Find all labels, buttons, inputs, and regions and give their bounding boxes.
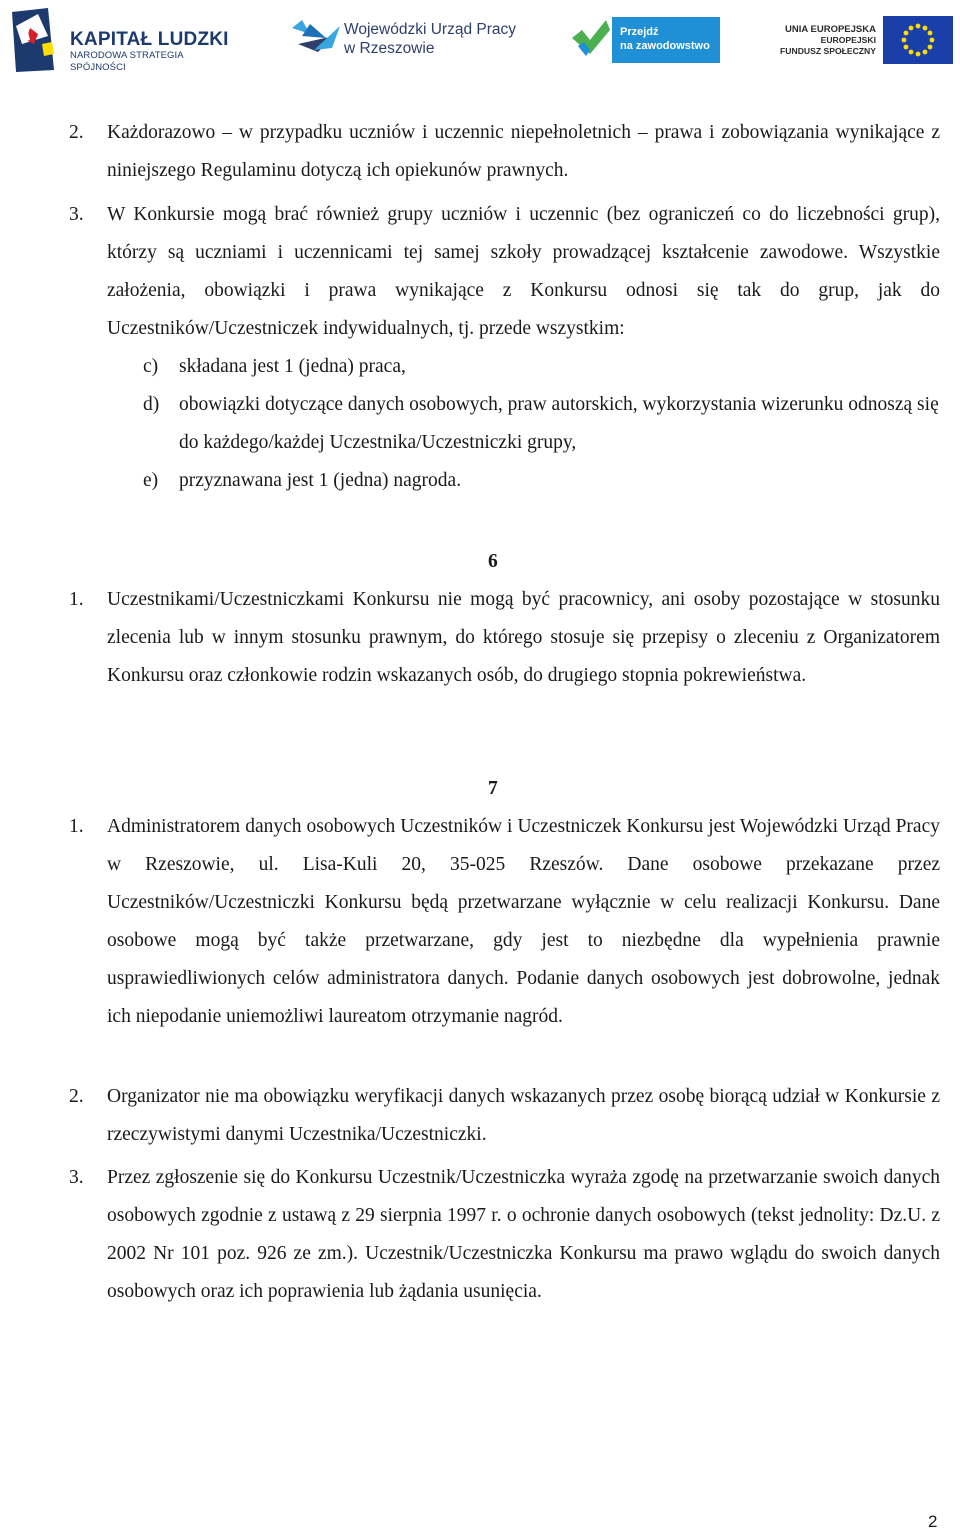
list-item [0,581,960,737]
sub-item-text: obowiązki dotyczące danych osobowych, praw autorskich, wykorzystania wizerunku odnoszą się do każdego/każdej Uczestnika/Uczestniczki grupy, [179,394,939,453]
sub-item-letter: c) [143,356,159,377]
item-text: Uczestnikami/Uczestniczkami Konkursu nie mogą być pracownicy, ani osoby pozostające w stosunku zlecenia lub w innym stosunku prawnym, do którego stosuje się przepisy o zleceniu z Organizatorem Konkursu oraz członkowie rodzin wskazanych osób, do drugiego stopnia pokrewieństwa. [107,589,940,686]
przejdz-na-zawodowstwo-logo [570,14,722,66]
wup-name-line1: Wojewódzki Urząd Pracy [344,21,516,38]
sub-item-letter: e) [143,470,159,491]
item-text: Każdorazowo – w przypadku uczniów i uczennic niepełnoletnich – prawa i zobowiązania wynikające z niniejszego Regulaminu dotyczą ich opiekunów prawnych. [107,122,940,181]
item-number: 3. [69,204,84,225]
item-number: 3. [69,1167,84,1188]
item-text: W Konkursie mogą brać również grupy uczniów i uczennic (bez ograniczeń co do liczebności grup), którzy są uczniami i uczennicami tej samej szkoły prowadzącej kształcenie zawodowe. Wszystkie założenia, obowiązki i prawa wynikające z Konkursu odnosi się tak do grup, jak do Uczestników/Uczestniczek indywidualnych, tj. przede wszystkim: [107,204,940,339]
section-heading-7: 7 [488,778,498,799]
eu-line3: FUNDUSZ SPOŁECZNY [780,46,876,56]
item-text: Przez zgłoszenie się do Konkursu Uczestnik/Uczestniczka wyraża zgodę na przetwarzanie swoich danych osobowych zgodnie z ustawą z 29 sierpnia 1997 r. o ochronie danych osobowych (tekst jednolity: Dz.U. z 2002 Nr 101 poz. 926 ze zm.). Uczestnik/Uczestniczka Konkursu ma prawo wglądu do swoich danych osobowych oraz ich poprawienia lub żądania usunięcia. [107,1167,940,1302]
page-number: 2 [928,1512,938,1531]
section-heading-6: 6 [488,551,498,572]
sub-item-letter: d) [143,394,160,415]
kapital-ludzki-logo [8,4,233,76]
wup-bird-icon [288,14,342,66]
logo-header [0,0,960,80]
przejdz-line2: na zawodowstwo [620,40,710,52]
kapital-ludzki-emblem-icon [8,4,64,76]
eu-line1: UNIA EUROPEJSKA [785,24,876,35]
przejdz-line1: Przejdź [620,26,659,38]
item-number: 1. [69,816,84,837]
item-number: 2. [69,1086,84,1107]
checkmark-icon [570,14,612,66]
item-number: 1. [69,589,84,610]
item-number: 2. [69,122,84,143]
list-item [0,1078,960,1158]
item-text: Administratorem danych osobowych Uczestników i Uczestniczek Konkursu jest Wojewódzki Urząd Pracy w Rzeszowie, ul. Lisa-Kuli 20, 35-025 Rzeszów. Dane osobowe przekazane przez Uczestników/Uczestniczki Konkursu będą przetwarzane wyłącznie w celu realizacji Konkursu. Dane osobowe mogą być także przetwarzane, gdy jest to niezbędne dla wypełnienia prawnie usprawiedliwionych celów administratora danych. Podanie danych osobowych jest dobrowolne, jednak ich niepodanie uniemożliwi laureatom otrzymanie nagród. [107,816,940,1027]
eu-social-fund-logo [780,12,956,68]
kapital-ludzki-title: KAPITAŁ LUDZKI [70,29,229,50]
list-item [0,1159,960,1354]
list-item [0,196,960,352]
list-item [0,808,960,1078]
item-text: Organizator nie ma obowiązku weryfikacji danych wskazanych przez osobę biorącą udział w Konkursie z rzeczywistymi danymi Uczestnika/Uczestniczki. [107,1086,940,1145]
eu-line2: EUROPEJSKI [820,35,876,45]
list-item [0,114,960,194]
kapital-ludzki-subtitle: NARODOWA STRATEGIA SPÓJNOŚCI [70,50,184,73]
sub-item-text: przyznawana jest 1 (jedna) nagroda. [179,470,462,491]
eu-flag-icon [883,16,953,64]
sub-item-text: składana jest 1 (jedna) praca, [179,356,406,377]
wup-name-line2: w Rzeszowie [344,40,435,57]
wup-rzeszow-logo [288,14,518,66]
